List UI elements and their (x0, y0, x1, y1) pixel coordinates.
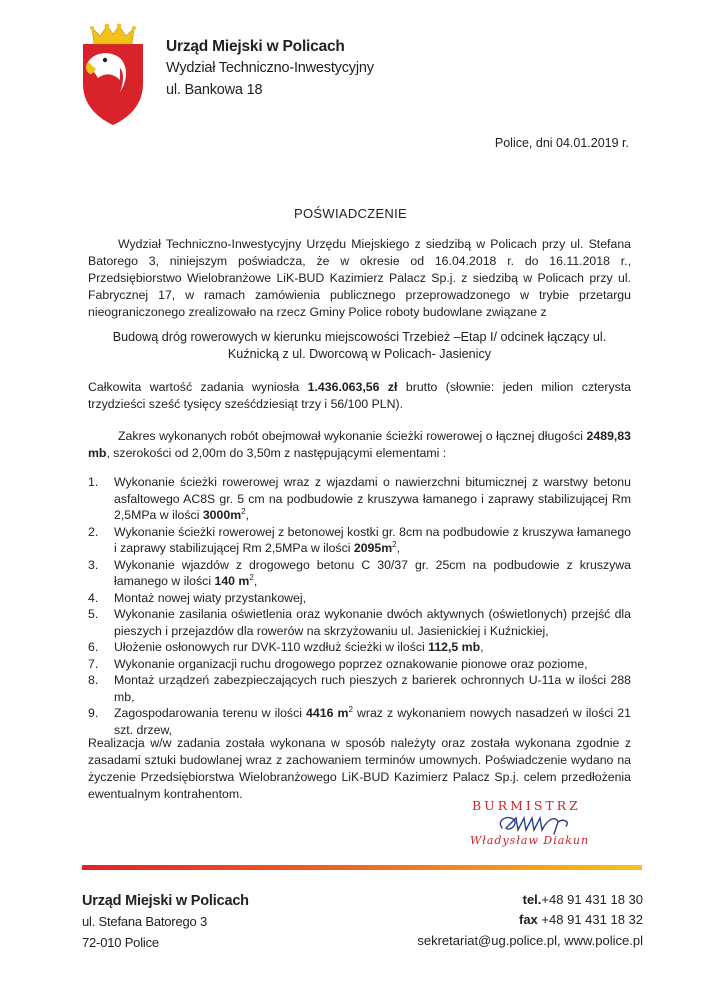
task-number: 3. (88, 557, 99, 572)
footer-fax (519, 912, 643, 927)
task-quantity: 4416 m (306, 706, 349, 720)
footer-contact: sekretariat@ug.police.pl, www.police.pl (417, 933, 643, 948)
task-quantity: 112,5 mb (428, 640, 481, 654)
scope-text-after: , szerokości od 2,00m do 3,50m z następującymi elementami : (106, 446, 447, 460)
signature-name: Władysław Diakun (470, 834, 590, 847)
task-quantity: 2095m (353, 541, 393, 555)
tel-label: tel. (522, 892, 542, 907)
task-text: Wykonanie ścieżki rowerowej z betonowej kostki gr. 8cm na podbudowie z kruszywa łamanego i zaprawy stabilizującej Rm 2,5MPa w ilości (114, 524, 631, 555)
footer-color-bar (82, 865, 642, 870)
footer-office-name: Urząd Miejski w Policach (82, 893, 249, 909)
task-quantity: 140 m (214, 574, 250, 588)
scope-length: 2489,83 mb (88, 429, 631, 460)
task-number: 5. (88, 607, 99, 621)
task-text-end: , (253, 574, 258, 588)
signature-title: BURMISTRZ (472, 798, 581, 813)
task-number: 6. (88, 640, 99, 654)
header-address: ul. Bankowa 18 (166, 82, 263, 98)
task-text: Ułożenie osłonowych rur DVK-110 wzdłuż ścieżki w ilości (114, 640, 429, 654)
task-list (88, 474, 631, 738)
header-department: Wydział Techniczno-Inwestycyjny (166, 60, 374, 76)
project-subject: Budową dróg rowerowych w kierunku miejscowości Trzebież –Etap I/ odcinek łączący ul. Kuźnicką z ul. Dworcową w Policach- Jasienicy (112, 330, 607, 361)
task-quantity: 3000m (202, 508, 242, 522)
task-text-end: , (480, 640, 484, 654)
value-text-before: Całkowita wartość zadania wyniosła (88, 380, 308, 394)
task-item (88, 524, 631, 557)
task-text-end: , (245, 508, 250, 522)
conclusion-paragraph: Realizacja w/w zadania została wykonana w sposób należyty oraz została wykonana zgodnie z zasadami sztuki budowlanej wraz z zachowaniem terminów umownych. Poświadczenie wydano na życzenie Przedsiębiorstwa Wielobranżowego LiK-BUD Kazimierz Palacz Sp.j. celem przedłożenia ewentualnym kontrahentom. (88, 736, 631, 801)
task-text: Montaż nowej wiaty przystankowej, (114, 590, 307, 605)
task-text-end: , (396, 541, 401, 555)
intro-paragraph: Wydział Techniczno-Inwestycyjny Urzędu Miejskiego z siedzibą w Policach przy ul. Stefana Batorego 3, niniejszym poświadcza, że w okresie od 16.04.2018 r. do 16.11.2018 r., Przedsiębiorstwo Wielobranżowe LiK-BUD Kazimierz Palacz Sp.j. z siedzibą w Policach przy ul. Fabrycznej 17, w ramach zamówienia publicznego przeprowadzonego w trybie przetargu nieograniczonego zrealizowało na rzecz Gminy Police roboty budowlane związane z (88, 237, 631, 319)
task-item (88, 639, 631, 656)
value-amount: 1.436.063,56 zł (307, 380, 398, 394)
task-item (88, 656, 631, 673)
task-unit-exponent: 2 (249, 572, 254, 582)
date-line: Police, dni 04.01.2019 r. (494, 136, 629, 150)
tel-number: +48 91 431 18 30 (541, 892, 643, 907)
task-item (88, 474, 631, 524)
header-office-name: Urząd Miejski w Policach (166, 38, 345, 55)
task-text-end: wraz z wykonaniem nowych nasadzeń w ilości 21 szt. drzew, (114, 706, 631, 737)
task-item (88, 705, 631, 738)
task-unit-exponent: 2 (241, 506, 246, 516)
footer-tel (523, 892, 643, 907)
scope-text-before: Zakres wykonanych robót obejmował wykonanie ścieżki rowerowej o łącznej długości (118, 429, 587, 443)
task-text: Zagospodarowania terenu w ilości (114, 706, 307, 720)
task-item (88, 606, 631, 639)
task-text: Montaż urządzeń zabezpieczających ruch pieszych z barierek ochronnych U-11a w ilości 288 mb, (114, 673, 631, 704)
scope-paragraph (88, 428, 631, 462)
task-text: Wykonanie zasilania oświetlenia oraz wykonanie dwóch aktywnych (oświetlonych) przejść dla pieszych i przejazdów dla rowerów na skrzyżowaniu ul. Jasienickiej i Kuźnickiej, (114, 607, 631, 638)
task-item (88, 557, 631, 590)
police-coat-of-arms (80, 22, 146, 126)
fax-label: fax (519, 912, 538, 927)
footer-city: 72-010 Police (82, 935, 159, 950)
task-text: Wykonanie wjazdów z drogowego betonu C 30/37 gr. 25cm na podbudowie z kruszywa łamanego w ilości (114, 557, 631, 588)
task-text: Wykonanie organizacji ruchu drogowego poprzez oznakowanie pionowe oraz poziome, (114, 656, 588, 671)
task-unit-exponent: 2 (392, 539, 397, 549)
task-number: 1. (88, 475, 99, 489)
total-value-paragraph (88, 379, 631, 413)
task-number: 8. (88, 673, 99, 687)
value-text-after: brutto (słownie: jeden milion czterysta trzydzieści sześć tysięcy sześćdziesiąt trzy i 56/100 PLN). (88, 380, 632, 411)
task-item (88, 590, 631, 607)
task-text: Wykonanie ścieżki rowerowej wraz z wjazdami o nawierzchni bitumicznej z warstwy betonu asfaltowego AC8S gr. 5 cm na podbudowie z kruszywa łamanego i zaprawy stabilizującej Rm 2,5MPa w ilości (114, 475, 631, 522)
task-item (88, 672, 631, 705)
task-number: 7. (88, 656, 99, 671)
document-title: POŚWIADCZENIE (294, 206, 407, 221)
task-unit-exponent: 2 (348, 704, 353, 714)
task-number: 4. (88, 590, 99, 605)
fax-number: +48 91 431 18 32 (541, 912, 643, 927)
signature-stamp (464, 798, 644, 856)
task-number: 9. (88, 706, 99, 720)
footer-street: ul. Stefana Batorego 3 (82, 914, 207, 929)
task-number: 2. (88, 524, 99, 539)
